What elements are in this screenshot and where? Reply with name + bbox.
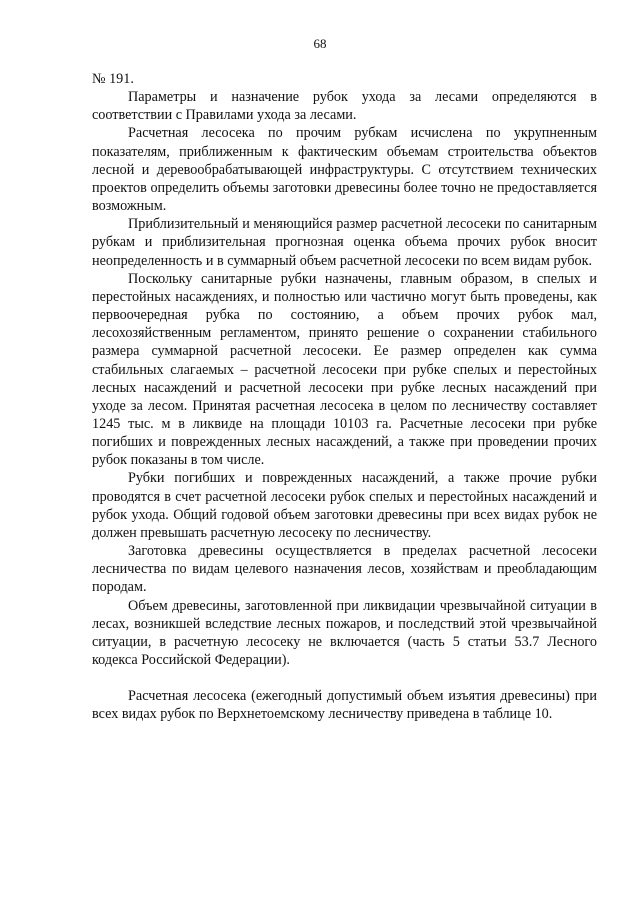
paragraph-sanitary-felling: Поскольку санитарные рубки назначены, главным образом, в спелых и перестойных насаждениях, и полностью или частично могут быть проведены, как первоочередная рубка по состоянию, а объем прочих рубок мал, лесохозяйственным регламентом, принято решение о сохранении стабильного размера суммарной расчетной лесосеки. Ее размер определен как сумма стабильных слагаемых – расчетной лесосеки при рубке спелых и перестойных лесных насаждений и расчетной лесосеки при рубке лесных насаждений при уходе за лесом. Принятая расчетная лесосека в целом по лесничеству составляет 1245 тыс. м в ликвиде на площади 10103 га. Расчетные лесосеки при рубке погибших и поврежденных лесных насаждений, а также при проведении прочих рубок показаны в том числе. <box>92 270 597 469</box>
paragraph-care-felling-rules: Параметры и назначение рубок ухода за лесами определяются в соответствии с Правилами ухода за лесами. <box>92 89 597 124</box>
paragraph-gap <box>92 669 597 687</box>
page-number: 68 <box>313 36 327 51</box>
paragraph-table-reference: Расчетная лесосека (ежегодный допустимый объем изъятия древесины) при всех видах рубок по Верхнетоемскому лесничеству приведена в таблице 10. <box>92 688 597 723</box>
paragraph-sanitary-estimate: Приблизительный и меняющийся размер расчетной лесосеки по санитарным рубкам и приблизительная прогнозная оценка объема прочих рубок вносит неопределенность и в суммарный объем расчетной лесосеки по всем видам рубок. <box>92 216 597 269</box>
paragraph-harvesting-limits: Заготовка древесины осуществляется в пределах расчетной лесосеки лесничества по видам целевого назначения лесов, хозяйствам и преобладающим породам. <box>92 543 597 596</box>
paragraph-emergency-wood: Объем древесины, заготовленной при ликвидации чрезвычайной ситуации в лесах, возникшей вследствие лесных пожаров, и последствий этой чрезвычайной ситуации, в расчетную лесосеку не включается (часть 5 статьи 53.7 Лесного кодекса Российской Федерации). <box>92 597 597 668</box>
paragraph-other-felling: Расчетная лесосека по прочим рубкам исчислена по укрупненным показателям, приближенным к фактическим объемам строительства объектов лесной и деревообрабатывающей инфраструктуры. С отсутствием технических проектов определить объемы заготовки древесины более точно не предоставляется возможным. <box>92 125 597 215</box>
paragraph-damaged-stands: Рубки погибших и поврежденных насаждений, а также прочие рубки проводятся в счет расчетной лесосеки рубок спелых и перестойных насаждений и рубок ухода. Общий годовой объем заготовки древесины при всех видах рубок не должен превышать расчетную лесосеку по лесничеству. <box>92 470 597 541</box>
paragraph-item-number: № 191. <box>92 71 134 87</box>
document-body <box>92 70 597 723</box>
